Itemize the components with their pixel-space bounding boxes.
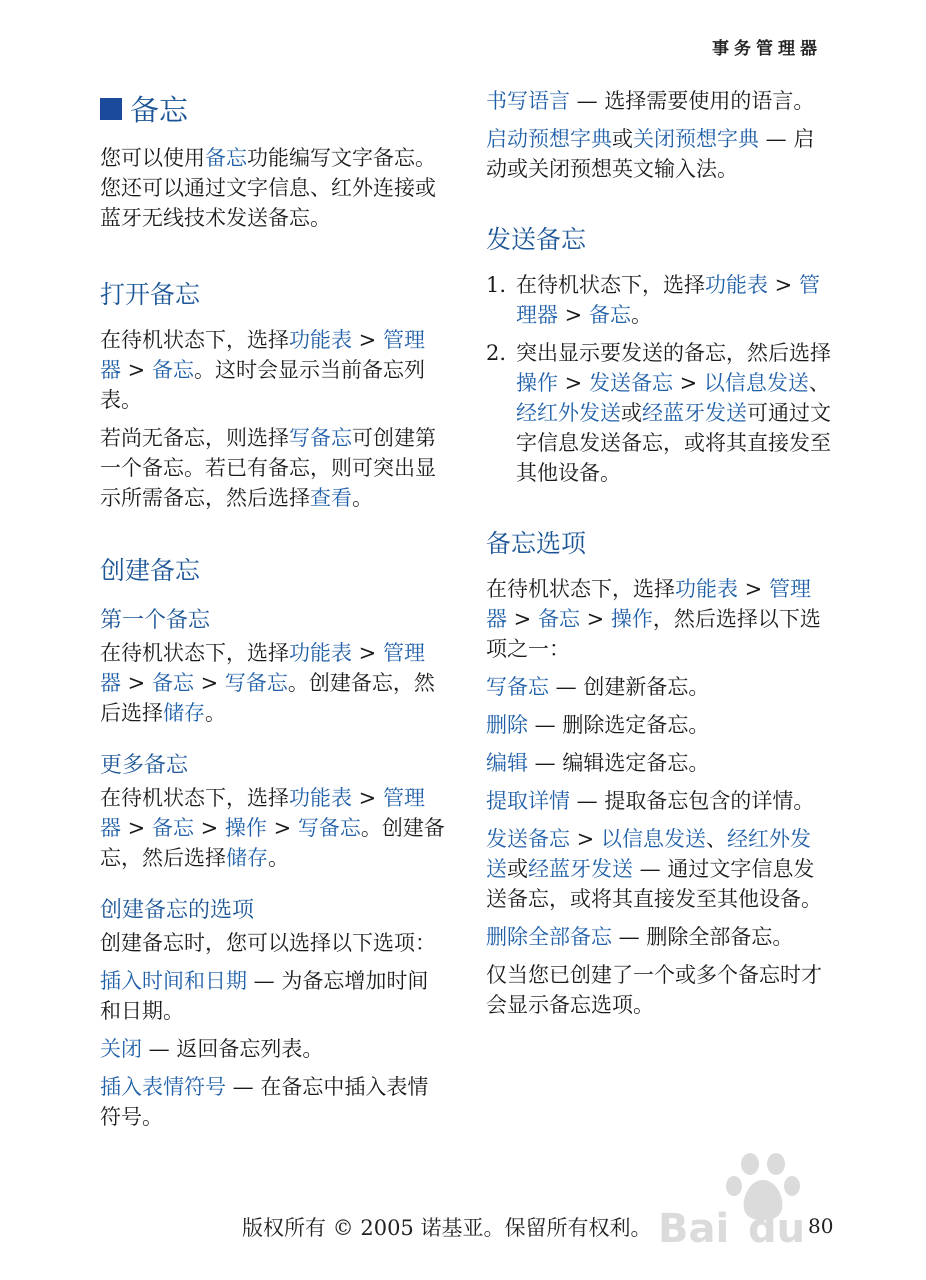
text-run: 您可以使用: [100, 146, 205, 170]
menu-path-term: 删除全部备忘: [486, 925, 612, 949]
text-run: — 编辑选定备忘。: [528, 751, 710, 775]
text-run: 在待机状态下，选择: [100, 641, 289, 665]
text-run: >: [738, 577, 769, 601]
menu-path-term: 以信息发送: [600, 827, 706, 851]
option-send-note: [486, 824, 831, 914]
text-run: 仅当您已创建了一个或多个备忘时才会显示备忘选项。: [486, 963, 822, 1017]
option-delete: [486, 710, 831, 740]
text-run: ，然后选择以下选项之一：: [486, 607, 821, 661]
menu-path-term: 关闭: [100, 1037, 142, 1061]
option-delete-all: [486, 922, 831, 952]
text-run: >: [121, 816, 152, 840]
text-run: — 删除选定备忘。: [528, 713, 710, 737]
menu-path-term: 经蓝牙发送: [642, 401, 747, 425]
text-run: >: [672, 371, 704, 395]
text-run: 或: [507, 857, 528, 881]
option-predictive-dictionary: [486, 124, 831, 184]
more-notes-heading: 更多备忘: [100, 753, 189, 778]
text-run: >: [352, 786, 383, 810]
option-insert-time: [100, 966, 445, 1026]
menu-path-term: 插入时间和日期: [100, 969, 247, 993]
list-item: [486, 338, 831, 488]
first-note-paragraph: [100, 638, 445, 728]
text-run: >: [352, 328, 383, 352]
menu-path-term: 关闭预想字典: [633, 127, 759, 151]
option-write-note: [486, 672, 831, 702]
text-run: >: [266, 816, 298, 840]
text-run: >: [507, 607, 538, 631]
menu-path-term: 查看: [310, 486, 352, 510]
send-steps-list: [486, 270, 831, 488]
menu-path-term: 发送备忘: [588, 371, 673, 395]
text-run: 、: [808, 371, 830, 395]
menu-path-term: 书写语言: [486, 89, 570, 113]
menu-path-term: 编辑: [486, 751, 528, 775]
menu-path-term: 操作: [516, 371, 558, 395]
text-run: 在待机状态下，选择: [486, 577, 675, 601]
text-run: — 启动或关闭预想英文输入法。: [486, 127, 815, 181]
menu-path-term: 备忘: [588, 303, 631, 327]
svg-text:du: du: [748, 1206, 806, 1252]
menu-path-term: 写备忘: [289, 426, 352, 450]
menu-path-term: 操作: [610, 607, 653, 631]
text-run: — 返回备忘列表。: [142, 1037, 324, 1061]
menu-path-term: 写备忘: [486, 675, 549, 699]
open-notes-paragraph-2: [100, 423, 445, 513]
menu-path-term: 管理器: [516, 273, 820, 327]
create-options-paragraph: [100, 928, 445, 958]
menu-path-term: 功能表: [289, 328, 352, 352]
baidu-watermark-icon: [658, 1150, 868, 1260]
intro-paragraph: [100, 143, 445, 233]
note-options-heading: 备忘选项: [486, 529, 587, 558]
menu-path-term: 经红外发送: [516, 401, 621, 425]
text-run: 或: [621, 401, 642, 425]
square-bullet-icon: [100, 98, 122, 120]
create-options-heading: 创建备忘的选项: [100, 898, 255, 923]
text-run: 在待机状态下，选择: [516, 273, 705, 297]
text-run: 创建备忘时，您可以选择以下选项：: [100, 931, 436, 955]
open-notes-paragraph-1: [100, 325, 445, 415]
option-edit: [486, 748, 831, 778]
menu-path-term: 管理器: [100, 641, 425, 695]
more-notes-paragraph: [100, 783, 445, 873]
text-run: 。: [268, 846, 289, 870]
text-run: >: [193, 816, 225, 840]
menu-path-term: 启动预想字典: [486, 127, 612, 151]
text-run: — 选择需要使用的语言。: [570, 89, 815, 113]
menu-path-term: 功能表: [289, 786, 352, 810]
page-number: 80: [808, 1214, 834, 1238]
text-run: >: [768, 273, 799, 297]
text-run: 可创建第一个备忘。若已有备忘，则可突出显示所需备忘，然后选择: [100, 426, 436, 510]
text-run: 或: [612, 127, 633, 151]
menu-path-term: 备忘: [151, 358, 194, 382]
text-run: 。创建备忘，然后选择: [100, 671, 435, 725]
svg-text:Bai: Bai: [658, 1206, 730, 1252]
text-run: — 创建新备忘。: [549, 675, 710, 699]
menu-path-term: 功能表: [675, 577, 738, 601]
menu-path-term: 经蓝牙发送: [528, 857, 633, 881]
menu-path-term: 功能表: [705, 273, 768, 297]
text-run: 突出显示要发送的备忘，然后选择: [516, 341, 831, 365]
text-run: — 提取备忘包含的详情。: [570, 789, 815, 813]
text-run: >: [558, 303, 589, 327]
send-notes-heading: 发送备忘: [486, 225, 587, 254]
menu-path-term: 以信息发送: [703, 371, 809, 395]
menu-path-term: 备忘: [537, 607, 580, 631]
step-text: [516, 338, 831, 488]
menu-path-term: 储存: [226, 846, 268, 870]
text-run: 。创建备忘，然后选择: [100, 816, 445, 870]
option-insert-emoticon: [100, 1072, 445, 1132]
menu-path-term: 删除: [486, 713, 528, 737]
menu-path-term: 经红外发送: [486, 827, 811, 881]
text-run: 、: [705, 827, 727, 851]
text-run: — 在备忘中插入表情符号。: [100, 1075, 429, 1129]
text-run: 。: [352, 486, 373, 510]
menu-path-term: 功能表: [289, 641, 352, 665]
text-run: 在待机状态下，选择: [100, 786, 289, 810]
menu-path-term: 备忘: [205, 146, 247, 170]
text-run: 。: [205, 701, 226, 725]
option-close: [100, 1034, 445, 1064]
left-column: [100, 88, 445, 1140]
menu-path-term: 备忘: [151, 671, 194, 695]
menu-path-term: 管理器: [486, 577, 811, 631]
menu-path-term: 发送备忘: [486, 827, 570, 851]
text-run: 在待机状态下，选择: [100, 328, 289, 352]
text-run: 若尚无备忘，则选择: [100, 426, 289, 450]
menu-path-term: 写备忘: [297, 816, 361, 840]
menu-path-term: 写备忘: [224, 671, 288, 695]
list-item: [486, 270, 831, 330]
text-run: >: [121, 671, 152, 695]
right-column: [486, 86, 831, 1028]
copyright-footer: 版权所有 © 2005 诺基亚。保留所有权利。: [242, 1216, 652, 1240]
option-extract-details: [486, 786, 831, 816]
menu-path-term: 管理器: [100, 786, 425, 840]
page-title: [100, 88, 445, 129]
step-text: [516, 270, 831, 330]
text-run: >: [193, 671, 225, 695]
text-run: >: [579, 607, 611, 631]
menu-path-term: 储存: [163, 701, 205, 725]
text-run: 功能编写文字备忘。您还可以通过文字信息、红外连接或蓝牙无线技术发送备忘。: [100, 146, 436, 230]
text-run: 。这时会显示当前备忘列表。: [100, 358, 425, 412]
text-run: >: [558, 371, 589, 395]
text-run: 可通过文字信息发送备忘，或将其直接发至其他设备。: [516, 401, 831, 485]
text-run: 。: [630, 303, 652, 327]
open-notes-heading: 打开备忘: [100, 280, 201, 309]
section-header: 事务管理器: [712, 39, 822, 59]
page-title-text: 备忘: [130, 93, 189, 127]
option-writing-language: [486, 86, 831, 116]
text-run: — 通过文字信息发送备忘，或将其直接发至其他设备。: [486, 857, 822, 911]
note-options-paragraph: [486, 574, 831, 664]
create-notes-heading: 创建备忘: [100, 556, 201, 585]
options-note: [486, 960, 831, 1020]
text-run: — 为备忘增加时间和日期。: [100, 969, 429, 1023]
first-note-heading: 第一个备忘: [100, 608, 211, 633]
menu-path-term: 操作: [224, 816, 267, 840]
menu-path-term: 管理器: [100, 328, 425, 382]
text-run: >: [352, 641, 383, 665]
step-number: 2.: [486, 341, 507, 365]
menu-path-term: 提取详情: [486, 789, 570, 813]
menu-path-term: 插入表情符号: [100, 1075, 226, 1099]
menu-path-term: 备忘: [151, 816, 194, 840]
text-run: — 删除全部备忘。: [612, 925, 794, 949]
text-run: >: [121, 358, 152, 382]
text-run: >: [570, 827, 601, 851]
step-number: 1.: [486, 273, 507, 297]
